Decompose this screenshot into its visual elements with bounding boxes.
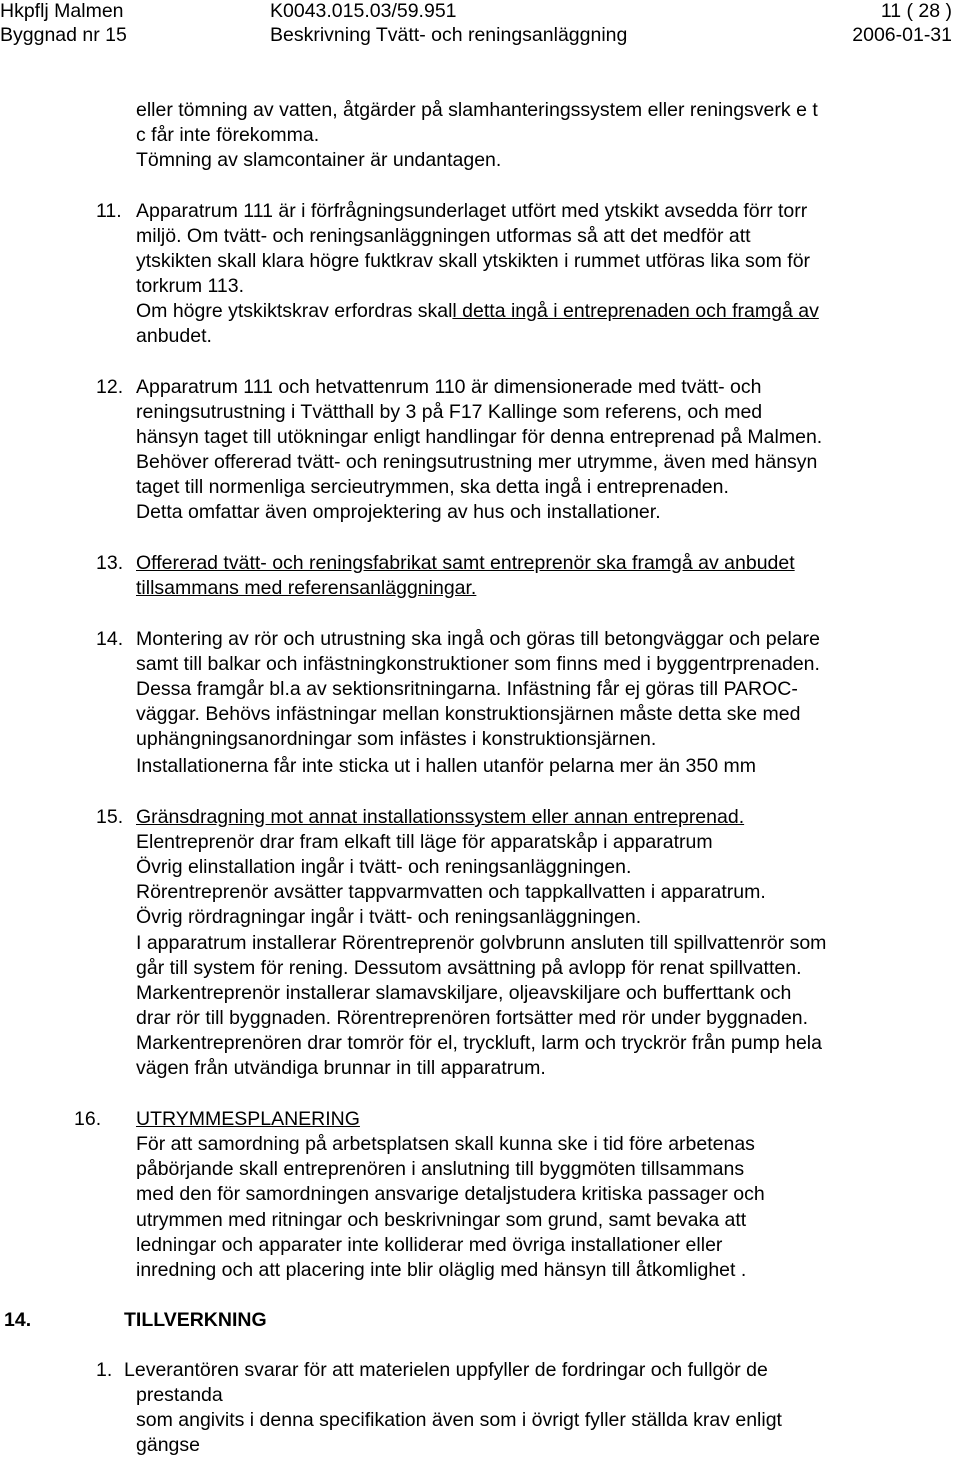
item15-line: Markentreprenör installerar slamavskiljare, oljeavskiljare och bufferttank och xyxy=(136,982,792,1004)
header-doc-number: K0043.015.03/59.951 xyxy=(270,0,457,22)
item14-line: Montering av rör och utrustning ska ingå och göras till betongväggar och pelare xyxy=(136,628,820,650)
header-date: 2006-01-31 xyxy=(852,24,952,46)
item15-line: I apparatrum installerar Rörentreprenör golvbrunn ansluten till spillvattenrör som xyxy=(136,932,827,954)
item-number: 12. xyxy=(96,376,124,398)
item15-line: Övrig rördragningar ingår i tvätt- och reningsanläggningen. xyxy=(136,906,642,928)
item14-line: samt till balkar och infästningkonstruktioner som finns med i byggentrprenaden. xyxy=(136,653,820,675)
item16-line: med den för samordningen ansvarige detaljstudera kritiska passager och xyxy=(136,1183,765,1205)
item16-line: För att samordning på arbetsplatsen skall kunna ske i tid före arbetenas xyxy=(136,1133,755,1155)
item15-line: Övrig elinstallation ingår i tvätt- och reningsanläggningen. xyxy=(136,856,632,878)
item15-line: Markentreprenören drar tomrör för el, tryckluft, larm och tryckrör från pump hela xyxy=(136,1032,822,1054)
item14-line: Dessa framgår bl.a av sektionsritningarna. Infästning får ej göras till PAROC- xyxy=(136,678,798,700)
item15-line: Rörentreprenör avsätter tappvarmvatten och tappkallvatten i apparatrum. xyxy=(136,881,766,903)
intro-line: c får inte förekomma. xyxy=(136,124,320,146)
item15-heading: Gränsdragning mot annat installationssystem eller annan entreprenad. xyxy=(136,806,745,828)
item13-line: Offererad tvätt- och reningsfabrikat samt entreprenör ska framgå av anbudet xyxy=(136,552,795,574)
sec14-item1-line: gängse xyxy=(136,1434,200,1456)
item11-last-line xyxy=(136,299,819,323)
sec14-item1-line: prestanda xyxy=(136,1384,223,1406)
item11-line: miljö. Om tvätt- och reningsanläggningen utformas så att det medför att xyxy=(136,225,751,247)
item16-line: inredning och att placering inte blir oläglig med hänsyn till åtkomlighet . xyxy=(136,1259,747,1281)
header-building: Byggnad nr 15 xyxy=(0,24,127,46)
item12-line: reningsutrustning i Tvätthall by 3 på F17 Kallinge som referens, och med xyxy=(136,401,763,423)
item11-line: anbudet. xyxy=(136,325,212,347)
item16-line: ledningar och apparater inte kolliderar med övriga installationer eller xyxy=(136,1234,723,1256)
item11-last-plain: Om högre ytskiktskrav erfordras skal xyxy=(136,300,453,322)
item14-line: väggar. Behövs infästningar mellan konstruktionsjärnen måste detta ske med xyxy=(136,703,801,725)
item15-line: går till system för rening. Dessutom avsättning på avlopp för renat spillvatten. xyxy=(136,957,802,979)
sec14-item1-line: som angivits i denna specifikation även som i övrigt fyller ställda krav enligt xyxy=(136,1409,782,1431)
item-number: 1. xyxy=(96,1359,113,1381)
item11-last-underlined: l detta ingå i entreprenaden och framgå av xyxy=(452,300,819,322)
item11-line: torkrum 113. xyxy=(136,275,245,297)
item13-line: tillsammans med referensanläggningar. xyxy=(136,577,477,599)
item11-line: ytskikten skall klara högre fuktkrav skall ytskikten i rummet utföras lika som för xyxy=(136,250,811,272)
item15-line: Elentreprenör drar fram elkaft till läge för apparatskåp i apparatrum xyxy=(136,831,713,853)
intro-line: Tömning av slamcontainer är undantagen. xyxy=(136,149,502,171)
section-title: TILLVERKNING xyxy=(124,1309,267,1331)
item16-heading: UTRYMMESPLANERING xyxy=(136,1108,360,1130)
item12-line: taget till normenliga sercieutrymmen, ska detta ingå i entreprenaden. xyxy=(136,476,729,498)
header-project: Hkpflj Malmen xyxy=(0,0,124,22)
intro-line: eller tömning av vatten, åtgärder på slamhanteringssystem eller reningsverk e t xyxy=(136,99,818,121)
header-page: 11 ( 28 ) xyxy=(880,0,952,22)
item-number: 16. xyxy=(74,1108,102,1130)
item12-line: Detta omfattar även omprojektering av hus och installationer. xyxy=(136,501,661,523)
section-number: 14. xyxy=(4,1309,32,1331)
item12-line: hänsyn taget till utökningar enligt handlingar för denna entreprenad på Malmen. xyxy=(136,426,823,448)
item16-line: påbörjande skall entreprenören i anslutning till byggmöten tillsammans xyxy=(136,1158,745,1180)
item-number: 13. xyxy=(96,552,124,574)
item15-line: vägen från utvändiga brunnar in till apparatrum. xyxy=(136,1057,546,1079)
item15-line: drar rör till byggnaden. Rörentreprenören fortsätter med rör under byggnaden. xyxy=(136,1007,809,1029)
item12-line: Apparatrum 111 och hetvattenrum 110 är dimensionerade med tvätt- och xyxy=(136,376,762,398)
item-number: 14. xyxy=(96,628,124,650)
item14-line: uphängningsanordningar som infästes i konstruktionsjärnen. xyxy=(136,728,657,750)
item14-line: Installationerna får inte sticka ut i hallen utanför pelarna mer än 350 mm xyxy=(136,755,757,777)
item-number: 11. xyxy=(96,200,122,222)
item11-line: Apparatrum 111 är i förfrågningsunderlaget utfört med ytskikt avsedda förr torr xyxy=(136,200,808,222)
item-number: 15. xyxy=(96,806,124,828)
item16-line: utrymmen med ritningar och beskrivningar som grund, samt bevaka att xyxy=(136,1209,747,1231)
sec14-item1-line: Leverantören svarar för att materielen uppfyller de fordringar och fullgör de xyxy=(124,1359,768,1381)
header-doc-title: Beskrivning Tvätt- och reningsanläggning xyxy=(270,24,628,46)
item12-line: Behöver offererad tvätt- och reningsutrustning mer utrymme, även med hänsyn xyxy=(136,451,818,473)
